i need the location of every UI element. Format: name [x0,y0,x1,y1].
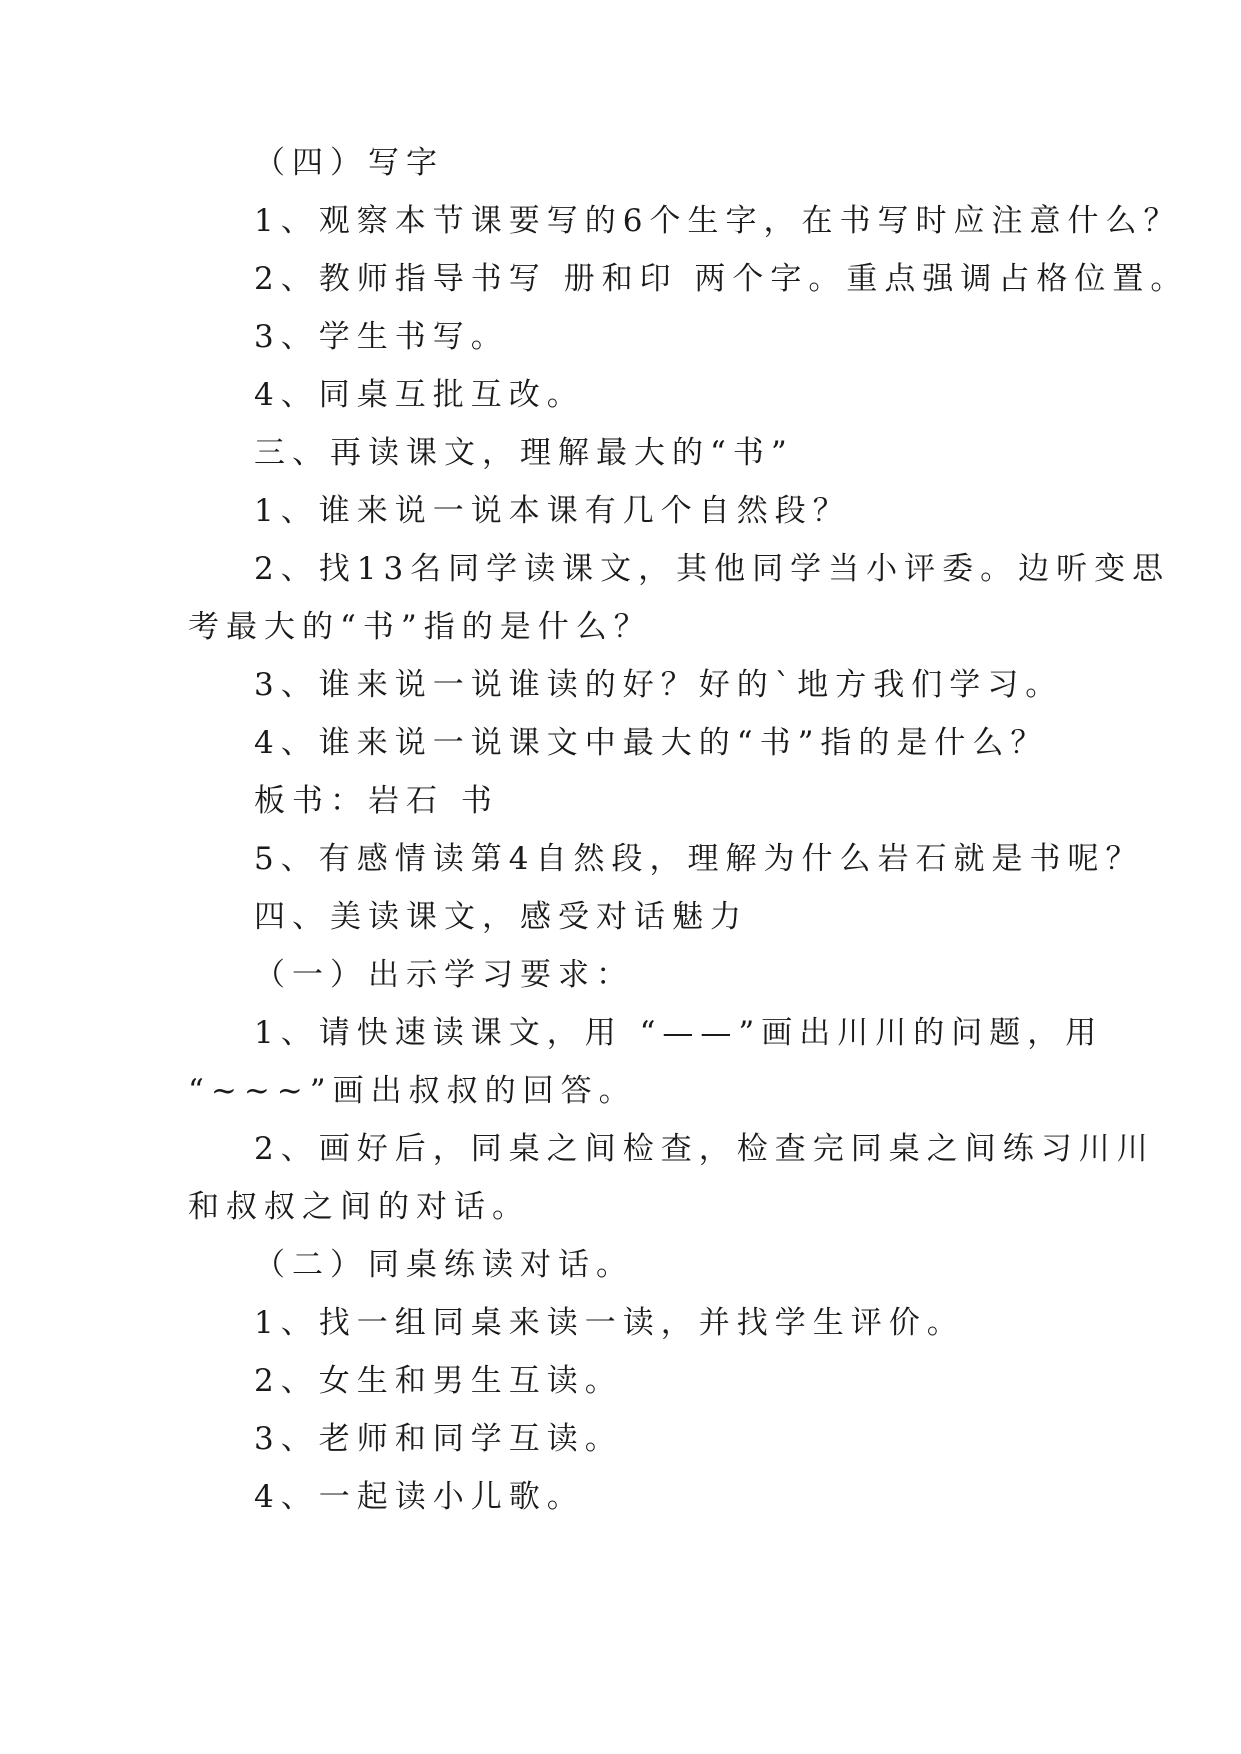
paragraph-line: 3、学生书写。 [254,319,509,355]
paragraph-continuation: 和叔叔之间的对话。 [188,1189,530,1225]
paragraph-line: 2、找13名同学读课文，其他同学当小评委。边听变思 [254,551,1171,587]
paragraph-line: 1、请快速读课文，用 “——”画出川川的问题，用 [254,1015,1104,1051]
paragraph-line: 3、老师和同学互读。 [254,1421,623,1457]
paragraph-line: 4、同桌互批互改。 [254,377,585,413]
paragraph-line: 4、谁来说一说课文中最大的“书”指的是什么？ [254,725,1049,761]
subsection-heading: （一）出示学习要求： [254,957,634,993]
paragraph-continuation: “~~~”画出叔叔的回答。 [188,1073,637,1109]
paragraph-continuation: 考最大的“书”指的是什么？ [188,609,652,645]
paragraph-line: 4、一起读小儿歌。 [254,1479,585,1515]
section-heading-dialogue: 四、美读课文，感受对话魅力 [254,899,748,935]
section-heading-reread: 三、再读课文，理解最大的“书” [254,435,794,471]
blackboard-note: 板书：岩石 书 [254,783,499,819]
section-heading-writing: （四）写字 [254,145,444,181]
paragraph-line: 5、有感情读第4自然段，理解为什么岩石就是书呢？ [254,841,1144,877]
paragraph-line: 1、找一组同桌来读一读，并找学生评价。 [254,1305,965,1341]
subsection-heading: （二）同桌练读对话。 [254,1247,634,1283]
paragraph-line: 2、画好后，同桌之间检查，检查完同桌之间练习川川 [254,1131,1155,1167]
paragraph-line: 2、教师指导书写 册和印 两个字。重点强调占格位置。 [254,261,1189,297]
paragraph-line: 2、女生和男生互读。 [254,1363,623,1399]
paragraph-line: 1、谁来说一说本课有几个自然段？ [254,493,851,529]
paragraph-line: 1、观察本节课要写的6个生字，在书写时应注意什么？ [254,203,1182,239]
paragraph-line: 3、谁来说一说谁读的好？好的`地方我们学习。 [254,667,1064,703]
